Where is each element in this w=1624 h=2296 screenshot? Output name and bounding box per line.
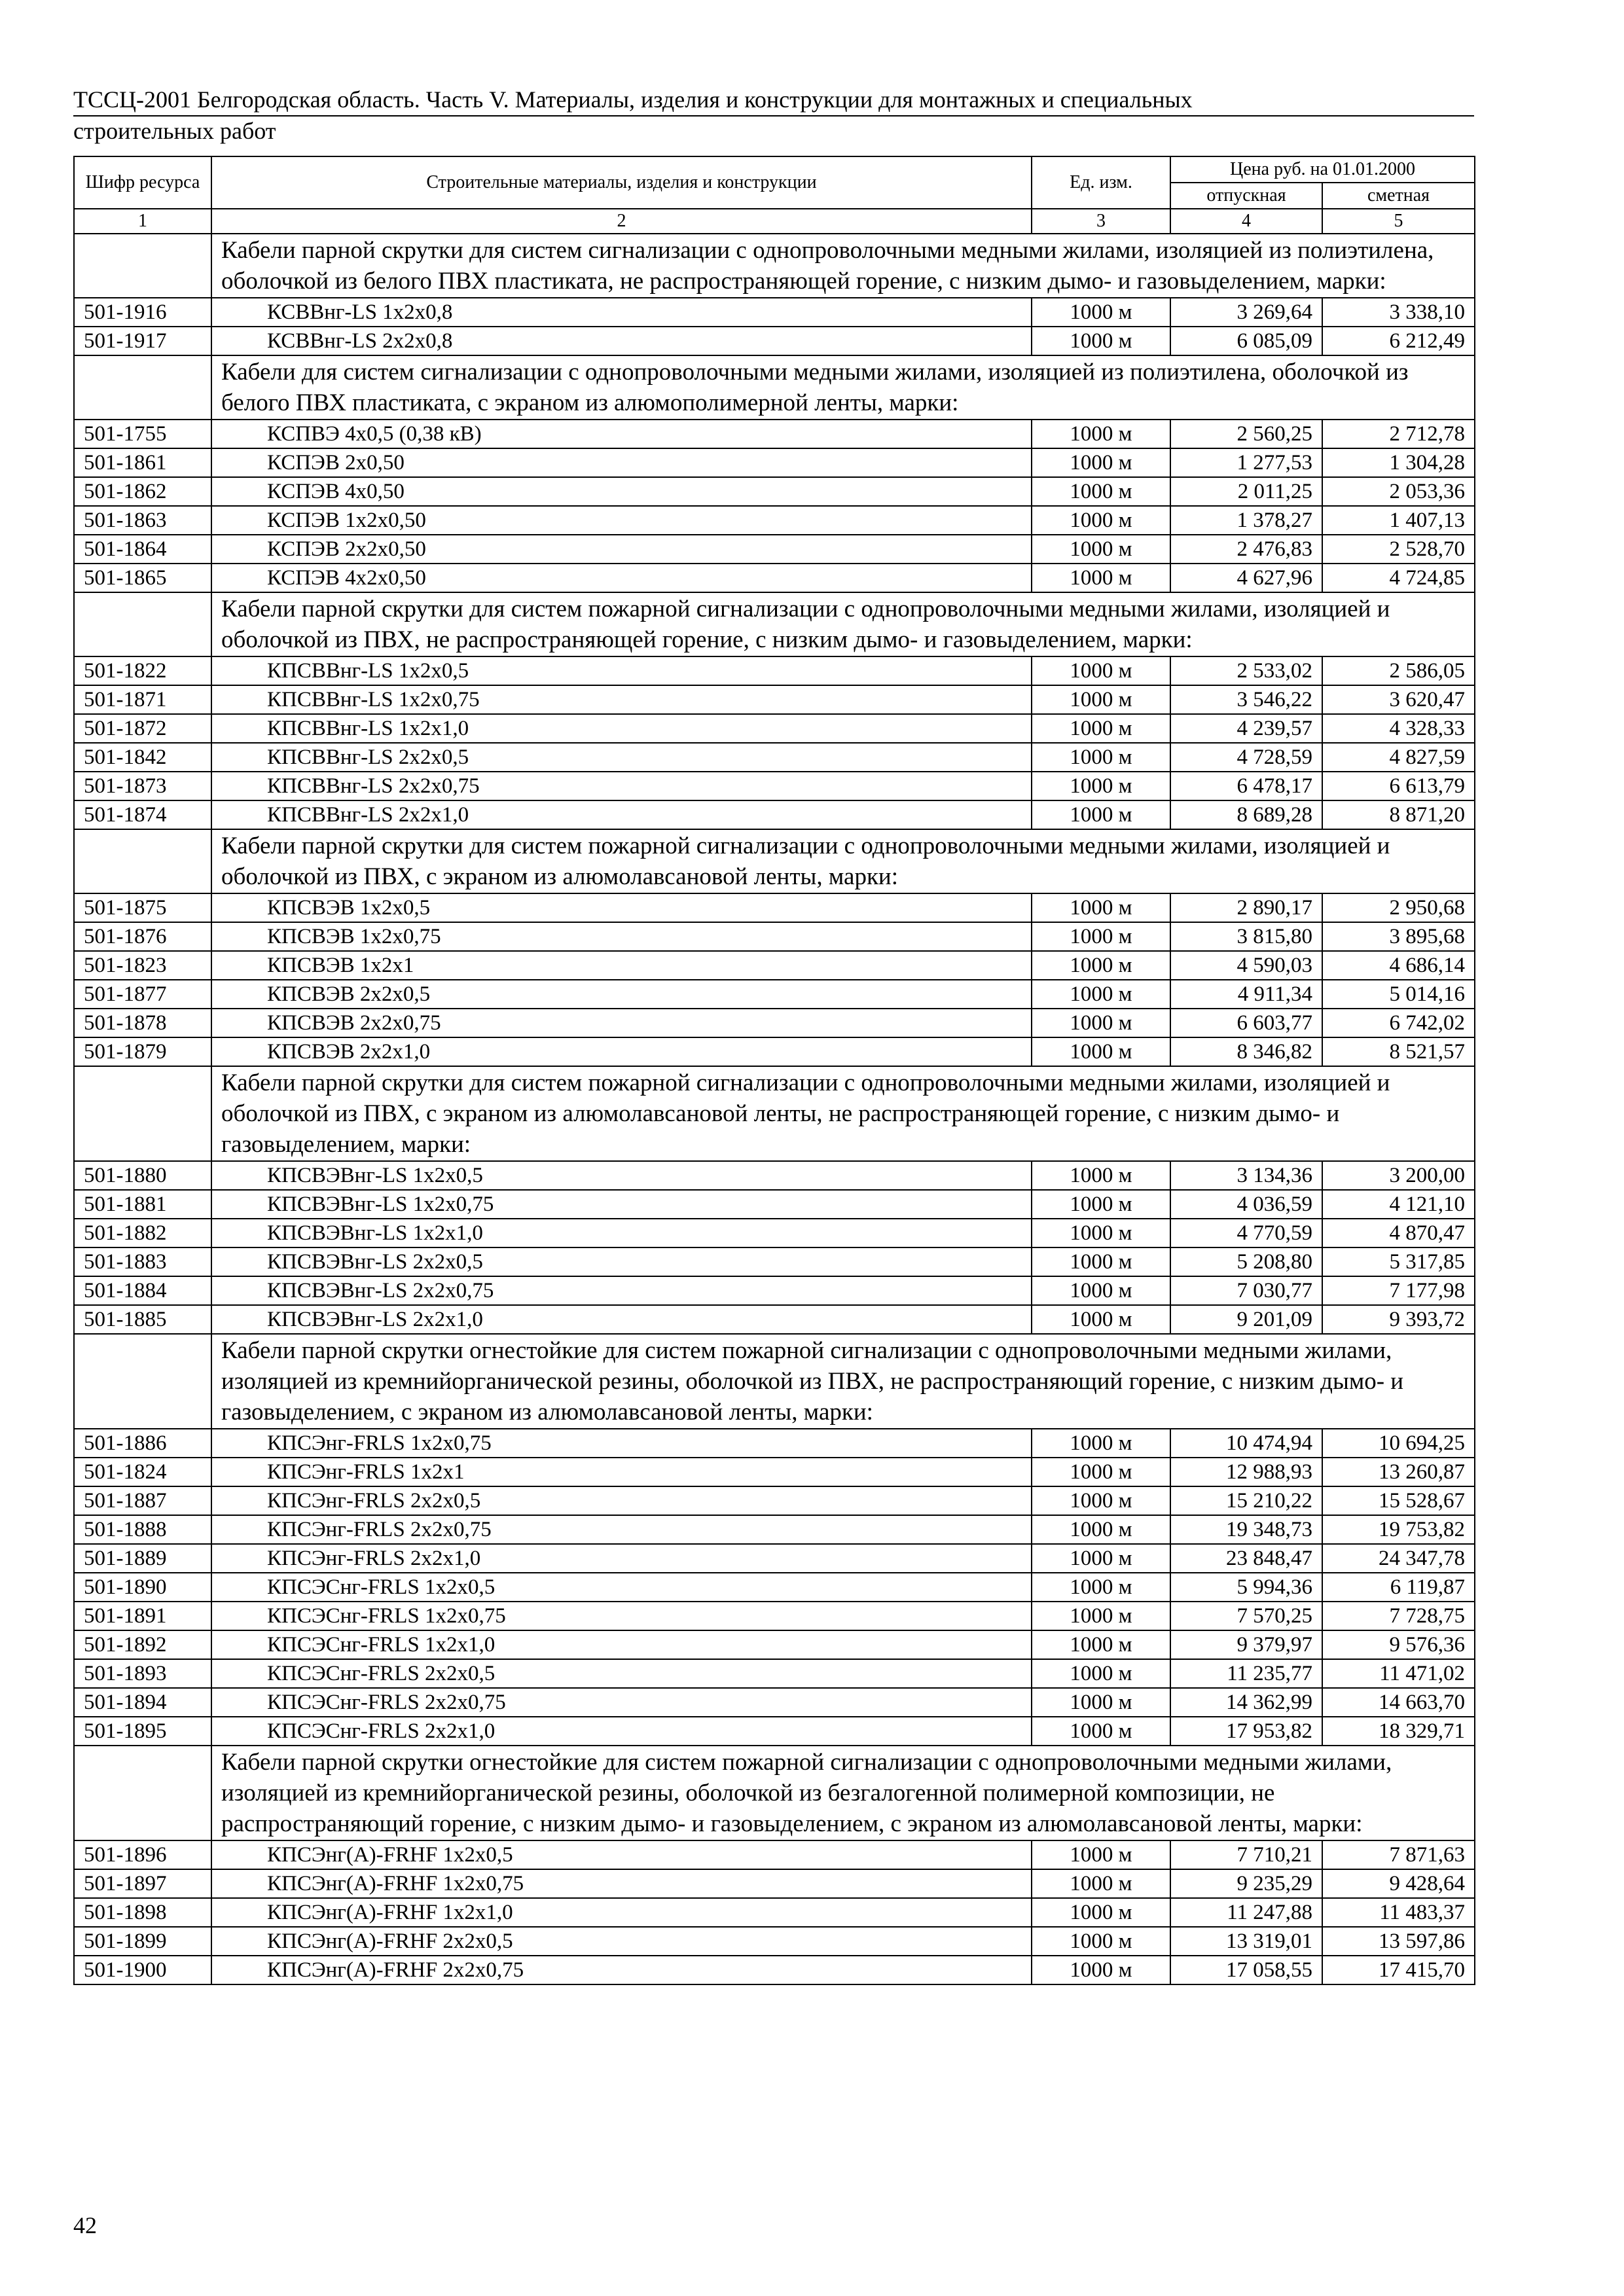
- release-price: 7 710,21: [1170, 1840, 1322, 1869]
- table-row: [74, 1630, 1475, 1659]
- unit-cell: 1000 м: [1032, 1544, 1170, 1573]
- estimate-price: 2 950,68: [1322, 893, 1475, 922]
- table-row: [74, 420, 1475, 448]
- group-title: Кабели парной скрутки огнестойкие для систем пожарной сигнализации с однопроволочными медными жилами, изоляцией из кремнийорганической резины, оболочкой из безгалогенной полимерной композиции, не распространяющий горение, с низким дымо- и газовыделением, с экраном из алюмолавсановой ленты, марки:: [211, 1746, 1475, 1840]
- estimate-price: 4 121,10: [1322, 1190, 1475, 1219]
- unit-cell: 1000 м: [1032, 327, 1170, 355]
- release-price: 6 478,17: [1170, 772, 1322, 800]
- group-code-cell: [74, 1334, 211, 1429]
- table-row: [74, 298, 1475, 327]
- release-price: 1 378,27: [1170, 506, 1322, 535]
- material-name: КПСВВнг-LS 1х2х0,75: [211, 685, 1032, 714]
- group-code-cell: [74, 234, 211, 298]
- estimate-price: 4 724,85: [1322, 564, 1475, 592]
- unit-cell: 1000 м: [1032, 656, 1170, 685]
- unit-cell: 1000 м: [1032, 1458, 1170, 1486]
- resource-code: 501-1884: [74, 1276, 211, 1305]
- estimate-price: 15 528,67: [1322, 1486, 1475, 1515]
- resource-code: 501-1887: [74, 1486, 211, 1515]
- table-row: [74, 448, 1475, 477]
- unit-cell: 1000 м: [1032, 1840, 1170, 1869]
- table-row: [74, 477, 1475, 506]
- unit-cell: 1000 м: [1032, 951, 1170, 980]
- estimate-price: 4 870,47: [1322, 1219, 1475, 1247]
- release-price: 3 546,22: [1170, 685, 1322, 714]
- table-row: [74, 1659, 1475, 1688]
- unit-cell: 1000 м: [1032, 1659, 1170, 1688]
- unit-cell: 1000 м: [1032, 772, 1170, 800]
- estimate-price: 2 528,70: [1322, 535, 1475, 564]
- release-price: 8 689,28: [1170, 800, 1322, 829]
- material-name: КСПЭВ 2х0,50: [211, 448, 1032, 477]
- page-number: 42: [73, 2212, 97, 2238]
- group-code-cell: [74, 592, 211, 656]
- material-name: КПСВЭВнг-LS 2х2х0,5: [211, 1247, 1032, 1276]
- table-row: [74, 1573, 1475, 1602]
- unit-cell: 1000 м: [1032, 685, 1170, 714]
- unit-cell: 1000 м: [1032, 535, 1170, 564]
- estimate-price: 8 521,57: [1322, 1037, 1475, 1066]
- unit-cell: 1000 м: [1032, 564, 1170, 592]
- release-price: 19 348,73: [1170, 1515, 1322, 1544]
- resource-code: 501-1876: [74, 922, 211, 951]
- release-price: 4 911,34: [1170, 980, 1322, 1009]
- group-title: Кабели парной скрутки для систем пожарной сигнализации с однопроволочными медными жилами, изоляцией и оболочкой из ПВХ, с экраном из алюмолавсановой ленты, марки:: [211, 829, 1475, 893]
- release-price: 4 590,03: [1170, 951, 1322, 980]
- unit-cell: 1000 м: [1032, 800, 1170, 829]
- unit-cell: 1000 м: [1032, 1276, 1170, 1305]
- unit-cell: 1000 м: [1032, 506, 1170, 535]
- unit-cell: 1000 м: [1032, 1630, 1170, 1659]
- resource-code: 501-1877: [74, 980, 211, 1009]
- material-name: КПСВВнг-LS 1х2х1,0: [211, 714, 1032, 743]
- group-code-cell: [74, 829, 211, 893]
- resource-code: 501-1873: [74, 772, 211, 800]
- release-price: 7 030,77: [1170, 1276, 1322, 1305]
- release-price: 2 533,02: [1170, 656, 1322, 685]
- unit-cell: 1000 м: [1032, 1869, 1170, 1898]
- table-row: [74, 1486, 1475, 1515]
- column-number: 1: [74, 209, 211, 234]
- release-price: 2 476,83: [1170, 535, 1322, 564]
- resource-code: 501-1891: [74, 1602, 211, 1630]
- table-row: [74, 656, 1475, 685]
- release-price: 4 728,59: [1170, 743, 1322, 772]
- estimate-price: 7 871,63: [1322, 1840, 1475, 1869]
- unit-cell: 1000 м: [1032, 1219, 1170, 1247]
- release-price: 11 247,88: [1170, 1898, 1322, 1927]
- release-price: 2 890,17: [1170, 893, 1322, 922]
- material-name: КПСВВнг-LS 2х2х1,0: [211, 800, 1032, 829]
- release-price: 9 379,97: [1170, 1630, 1322, 1659]
- table-row: [74, 1276, 1475, 1305]
- group-title: Кабели парной скрутки для систем сигнализации с однопроволочными медными жилами, изоляцией из полиэтилена, оболочкой из белого ПВХ пластиката, не распространяющей горение, с низким дымо- и газовыделением, марки:: [211, 234, 1475, 298]
- resource-code: 501-1885: [74, 1305, 211, 1334]
- release-price: 8 346,82: [1170, 1037, 1322, 1066]
- table-row: [74, 1161, 1475, 1190]
- group-code-cell: [74, 355, 211, 420]
- table-row: [74, 772, 1475, 800]
- resource-code: 501-1822: [74, 656, 211, 685]
- resource-code: 501-1824: [74, 1458, 211, 1486]
- release-price: 17 953,82: [1170, 1717, 1322, 1746]
- estimate-price: 17 415,70: [1322, 1956, 1475, 1984]
- material-name: КСВВнг-LS 2х2х0,8: [211, 327, 1032, 355]
- table-row: [74, 1840, 1475, 1869]
- resource-code: 501-1865: [74, 564, 211, 592]
- material-name: КСПЭВ 1х2х0,50: [211, 506, 1032, 535]
- resource-code: 501-1863: [74, 506, 211, 535]
- unit-cell: 1000 м: [1032, 298, 1170, 327]
- material-name: КПСВЭВнг-LS 2х2х1,0: [211, 1305, 1032, 1334]
- estimate-price: 6 742,02: [1322, 1009, 1475, 1037]
- unit-cell: 1000 м: [1032, 1161, 1170, 1190]
- unit-cell: 1000 м: [1032, 448, 1170, 477]
- table-row: [74, 893, 1475, 922]
- unit-cell: 1000 м: [1032, 1247, 1170, 1276]
- table-header: [74, 156, 1475, 234]
- material-name: КПСВВнг-LS 2х2х0,75: [211, 772, 1032, 800]
- material-name: КПСЭнг-FRLS 2х2х1,0: [211, 1544, 1032, 1573]
- material-name: КСВВнг-LS 1х2х0,8: [211, 298, 1032, 327]
- release-price: 17 058,55: [1170, 1956, 1322, 1984]
- unit-cell: 1000 м: [1032, 1190, 1170, 1219]
- release-price: 11 235,77: [1170, 1659, 1322, 1688]
- unit-cell: 1000 м: [1032, 420, 1170, 448]
- unit-cell: 1000 м: [1032, 980, 1170, 1009]
- estimate-price: 6 613,79: [1322, 772, 1475, 800]
- release-price: 3 269,64: [1170, 298, 1322, 327]
- release-price: 1 277,53: [1170, 448, 1322, 477]
- group-code-cell: [74, 1746, 211, 1840]
- table-row: [74, 1009, 1475, 1037]
- estimate-price: 24 347,78: [1322, 1544, 1475, 1573]
- material-name: КПСВЭВ 1х2х1: [211, 951, 1032, 980]
- estimate-price: 19 753,82: [1322, 1515, 1475, 1544]
- resource-code: 501-1893: [74, 1659, 211, 1688]
- column-number: 2: [211, 209, 1032, 234]
- estimate-price: 3 620,47: [1322, 685, 1475, 714]
- estimate-price: 3 338,10: [1322, 298, 1475, 327]
- column-number: 3: [1032, 209, 1170, 234]
- resource-code: 501-1880: [74, 1161, 211, 1190]
- material-name: КПСЭСнг-FRLS 1х2х1,0: [211, 1630, 1032, 1659]
- estimate-price: 11 471,02: [1322, 1659, 1475, 1688]
- material-name: КПСВЭВ 2х2х1,0: [211, 1037, 1032, 1066]
- resource-code: 501-1878: [74, 1009, 211, 1037]
- table-body: [74, 234, 1475, 1984]
- table-row: [74, 1190, 1475, 1219]
- material-name: КСПЭВ 4х0,50: [211, 477, 1032, 506]
- resource-code: 501-1862: [74, 477, 211, 506]
- resource-code: 501-1894: [74, 1688, 211, 1717]
- estimate-price: 4 328,33: [1322, 714, 1475, 743]
- unit-cell: 1000 м: [1032, 1009, 1170, 1037]
- unit-cell: 1000 м: [1032, 922, 1170, 951]
- material-name: КСПВЭ 4х0,5 (0,38 кВ): [211, 420, 1032, 448]
- table-row: [74, 564, 1475, 592]
- group-row: [74, 355, 1475, 420]
- release-price: 9 235,29: [1170, 1869, 1322, 1898]
- release-price: 6 085,09: [1170, 327, 1322, 355]
- estimate-price: 9 428,64: [1322, 1869, 1475, 1898]
- group-row: [74, 234, 1475, 298]
- material-name: КПСВЭВ 2х2х0,5: [211, 980, 1032, 1009]
- unit-cell: 1000 м: [1032, 1515, 1170, 1544]
- resource-code: 501-1892: [74, 1630, 211, 1659]
- resource-code: 501-1872: [74, 714, 211, 743]
- unit-cell: 1000 м: [1032, 1927, 1170, 1956]
- estimate-price: 8 871,20: [1322, 800, 1475, 829]
- material-name: КСПЭВ 2х2х0,50: [211, 535, 1032, 564]
- material-name: КПСВЭВнг-LS 1х2х0,5: [211, 1161, 1032, 1190]
- unit-cell: 1000 м: [1032, 1573, 1170, 1602]
- group-title: Кабели парной скрутки для систем пожарной сигнализации с однопроволочными медными жилами, изоляцией и оболочкой из ПВХ, не распространяющей горение, с низким дымо- и газовыделением, марки:: [211, 592, 1475, 656]
- header-line-1: ТССЦ-2001 Белгородская область. Часть V. Материалы, изделия и конструкции для монтажных и специальных: [73, 85, 1474, 117]
- col-header-price-group: Цена руб. на 01.01.2000: [1170, 156, 1475, 183]
- material-name: КПСВВнг-LS 1х2х0,5: [211, 656, 1032, 685]
- resource-code: 501-1881: [74, 1190, 211, 1219]
- table-row: [74, 535, 1475, 564]
- column-numbers-row: [74, 209, 1475, 234]
- unit-cell: 1000 м: [1032, 1956, 1170, 1984]
- estimate-price: 14 663,70: [1322, 1688, 1475, 1717]
- estimate-price: 1 304,28: [1322, 448, 1475, 477]
- col-header-name: Строительные материалы, изделия и конструкции: [211, 156, 1032, 209]
- unit-cell: 1000 м: [1032, 1037, 1170, 1066]
- release-price: 10 474,94: [1170, 1429, 1322, 1458]
- unit-cell: 1000 м: [1032, 743, 1170, 772]
- table-row: [74, 1037, 1475, 1066]
- resource-code: 501-1883: [74, 1247, 211, 1276]
- estimate-price: 2 053,36: [1322, 477, 1475, 506]
- resource-code: 501-1875: [74, 893, 211, 922]
- material-name: КПСЭСнг-FRLS 2х2х0,5: [211, 1659, 1032, 1688]
- table-row: [74, 685, 1475, 714]
- resource-code: 501-1899: [74, 1927, 211, 1956]
- estimate-price: 7 177,98: [1322, 1276, 1475, 1305]
- estimate-price: 9 393,72: [1322, 1305, 1475, 1334]
- table-row: [74, 1956, 1475, 1984]
- estimate-price: 1 407,13: [1322, 506, 1475, 535]
- release-price: 9 201,09: [1170, 1305, 1322, 1334]
- resource-code: 501-1874: [74, 800, 211, 829]
- table-row: [74, 800, 1475, 829]
- material-name: КПСЭнг(А)-FRHF 1х2х1,0: [211, 1898, 1032, 1927]
- resource-code: 501-1896: [74, 1840, 211, 1869]
- table-row: [74, 1927, 1475, 1956]
- estimate-price: 5 317,85: [1322, 1247, 1475, 1276]
- estimate-price: 6 212,49: [1322, 327, 1475, 355]
- release-price: 12 988,93: [1170, 1458, 1322, 1486]
- resource-code: 501-1755: [74, 420, 211, 448]
- resource-code: 501-1861: [74, 448, 211, 477]
- unit-cell: 1000 м: [1032, 477, 1170, 506]
- material-name: КПСЭнг(А)-FRHF 2х2х0,5: [211, 1927, 1032, 1956]
- release-price: 7 570,25: [1170, 1602, 1322, 1630]
- estimate-price: 2 712,78: [1322, 420, 1475, 448]
- material-name: КПСВВнг-LS 2х2х0,5: [211, 743, 1032, 772]
- table-row: [74, 1898, 1475, 1927]
- material-name: КПСЭнг-FRLS 2х2х0,5: [211, 1486, 1032, 1515]
- col-header-unit: Ед. изм.: [1032, 156, 1170, 209]
- resource-code: 501-1823: [74, 951, 211, 980]
- resource-code: 501-1886: [74, 1429, 211, 1458]
- release-price: 15 210,22: [1170, 1486, 1322, 1515]
- release-price: 4 239,57: [1170, 714, 1322, 743]
- table-row: [74, 506, 1475, 535]
- resource-code: 501-1871: [74, 685, 211, 714]
- group-title: Кабели парной скрутки огнестойкие для систем пожарной сигнализации с однопроволочными медными жилами, изоляцией из кремнийорганической резины, оболочкой из ПВХ, не распространяющий горение, с низким дымо- и газовыделением, с экраном из алюмолавсановой ленты, марки:: [211, 1334, 1475, 1429]
- release-price: 6 603,77: [1170, 1009, 1322, 1037]
- release-price: 4 036,59: [1170, 1190, 1322, 1219]
- estimate-price: 5 014,16: [1322, 980, 1475, 1009]
- table-row: [74, 980, 1475, 1009]
- material-name: КПСЭнг-FRLS 1х2х0,75: [211, 1429, 1032, 1458]
- unit-cell: 1000 м: [1032, 1717, 1170, 1746]
- release-price: 4 627,96: [1170, 564, 1322, 592]
- release-price: 5 208,80: [1170, 1247, 1322, 1276]
- group-row: [74, 1334, 1475, 1429]
- resource-code: 501-1888: [74, 1515, 211, 1544]
- estimate-price: 4 827,59: [1322, 743, 1475, 772]
- material-name: КПСВЭВ 2х2х0,75: [211, 1009, 1032, 1037]
- group-row: [74, 1066, 1475, 1161]
- column-number: 4: [1170, 209, 1322, 234]
- table-row: [74, 1544, 1475, 1573]
- table-row: [74, 714, 1475, 743]
- unit-cell: 1000 м: [1032, 1898, 1170, 1927]
- material-name: КПСЭСнг-FRLS 2х2х0,75: [211, 1688, 1032, 1717]
- estimate-price: 18 329,71: [1322, 1717, 1475, 1746]
- col-header-code: Шифр ресурса: [74, 156, 211, 209]
- resource-code: 501-1897: [74, 1869, 211, 1898]
- resource-code: 501-1882: [74, 1219, 211, 1247]
- group-title: Кабели для систем сигнализации с однопроволочными медными жилами, изоляцией из полиэтилена, оболочкой из белого ПВХ пластиката, с экраном из алюмополимерной ленты, марки:: [211, 355, 1475, 420]
- table-row: [74, 1247, 1475, 1276]
- table-row: [74, 1219, 1475, 1247]
- material-name: КПСЭСнг-FRLS 1х2х0,5: [211, 1573, 1032, 1602]
- table-row: [74, 1602, 1475, 1630]
- unit-cell: 1000 м: [1032, 893, 1170, 922]
- table-row: [74, 922, 1475, 951]
- running-header: [73, 85, 1474, 146]
- unit-cell: 1000 м: [1032, 714, 1170, 743]
- release-price: 2 011,25: [1170, 477, 1322, 506]
- resource-code: 501-1900: [74, 1956, 211, 1984]
- release-price: 2 560,25: [1170, 420, 1322, 448]
- release-price: 13 319,01: [1170, 1927, 1322, 1956]
- material-name: КПСВЭВнг-LS 1х2х0,75: [211, 1190, 1032, 1219]
- table-row: [74, 1429, 1475, 1458]
- material-name: КПСЭСнг-FRLS 1х2х0,75: [211, 1602, 1032, 1630]
- resource-code: 501-1864: [74, 535, 211, 564]
- material-name: КПСЭнг(А)-FRHF 1х2х0,5: [211, 1840, 1032, 1869]
- group-row: [74, 592, 1475, 656]
- header-line-2: строительных работ: [73, 118, 276, 144]
- estimate-price: 4 686,14: [1322, 951, 1475, 980]
- group-row: [74, 829, 1475, 893]
- table-row: [74, 1515, 1475, 1544]
- estimate-price: 7 728,75: [1322, 1602, 1475, 1630]
- group-title: Кабели парной скрутки для систем пожарной сигнализации с однопроволочными медными жилами, изоляцией и оболочкой из ПВХ, с экраном из алюмолавсановой ленты, не распространяющей горение, с низким дымо- и газовыделением, марки:: [211, 1066, 1475, 1161]
- estimate-price: 3 200,00: [1322, 1161, 1475, 1190]
- price-table: [73, 156, 1475, 1985]
- table-row: [74, 1869, 1475, 1898]
- col-header-release: отпускная: [1170, 183, 1322, 209]
- col-header-estimate: сметная: [1322, 183, 1475, 209]
- resource-code: 501-1842: [74, 743, 211, 772]
- release-price: 4 770,59: [1170, 1219, 1322, 1247]
- group-code-cell: [74, 1066, 211, 1161]
- material-name: КПСЭнг(А)-FRHF 2х2х0,75: [211, 1956, 1032, 1984]
- unit-cell: 1000 м: [1032, 1305, 1170, 1334]
- resource-code: 501-1898: [74, 1898, 211, 1927]
- table-row: [74, 743, 1475, 772]
- table-row: [74, 1688, 1475, 1717]
- material-name: КПСЭнг-FRLS 2х2х0,75: [211, 1515, 1032, 1544]
- release-price: 3 134,36: [1170, 1161, 1322, 1190]
- table-row: [74, 1305, 1475, 1334]
- estimate-price: 11 483,37: [1322, 1898, 1475, 1927]
- resource-code: 501-1895: [74, 1717, 211, 1746]
- release-price: 14 362,99: [1170, 1688, 1322, 1717]
- resource-code: 501-1916: [74, 298, 211, 327]
- unit-cell: 1000 м: [1032, 1602, 1170, 1630]
- material-name: КПСВЭВ 1х2х0,75: [211, 922, 1032, 951]
- estimate-price: 10 694,25: [1322, 1429, 1475, 1458]
- resource-code: 501-1879: [74, 1037, 211, 1066]
- material-name: КСПЭВ 4х2х0,50: [211, 564, 1032, 592]
- unit-cell: 1000 м: [1032, 1429, 1170, 1458]
- material-name: КПСВЭВнг-LS 2х2х0,75: [211, 1276, 1032, 1305]
- estimate-price: 13 597,86: [1322, 1927, 1475, 1956]
- group-row: [74, 1746, 1475, 1840]
- estimate-price: 9 576,36: [1322, 1630, 1475, 1659]
- material-name: КПСЭСнг-FRLS 2х2х1,0: [211, 1717, 1032, 1746]
- release-price: 23 848,47: [1170, 1544, 1322, 1573]
- resource-code: 501-1890: [74, 1573, 211, 1602]
- table-row: [74, 1717, 1475, 1746]
- table-row: [74, 327, 1475, 355]
- material-name: КПСВЭВ 1х2х0,5: [211, 893, 1032, 922]
- material-name: КПСЭнг(А)-FRHF 1х2х0,75: [211, 1869, 1032, 1898]
- resource-code: 501-1917: [74, 327, 211, 355]
- estimate-price: 6 119,87: [1322, 1573, 1475, 1602]
- unit-cell: 1000 м: [1032, 1486, 1170, 1515]
- release-price: 5 994,36: [1170, 1573, 1322, 1602]
- estimate-price: 3 895,68: [1322, 922, 1475, 951]
- resource-code: 501-1889: [74, 1544, 211, 1573]
- table-row: [74, 951, 1475, 980]
- table-row: [74, 1458, 1475, 1486]
- estimate-price: 13 260,87: [1322, 1458, 1475, 1486]
- column-number: 5: [1322, 209, 1475, 234]
- material-name: КПСВЭВнг-LS 1х2х1,0: [211, 1219, 1032, 1247]
- release-price: 3 815,80: [1170, 922, 1322, 951]
- material-name: КПСЭнг-FRLS 1х2х1: [211, 1458, 1032, 1486]
- unit-cell: 1000 м: [1032, 1688, 1170, 1717]
- estimate-price: 2 586,05: [1322, 656, 1475, 685]
